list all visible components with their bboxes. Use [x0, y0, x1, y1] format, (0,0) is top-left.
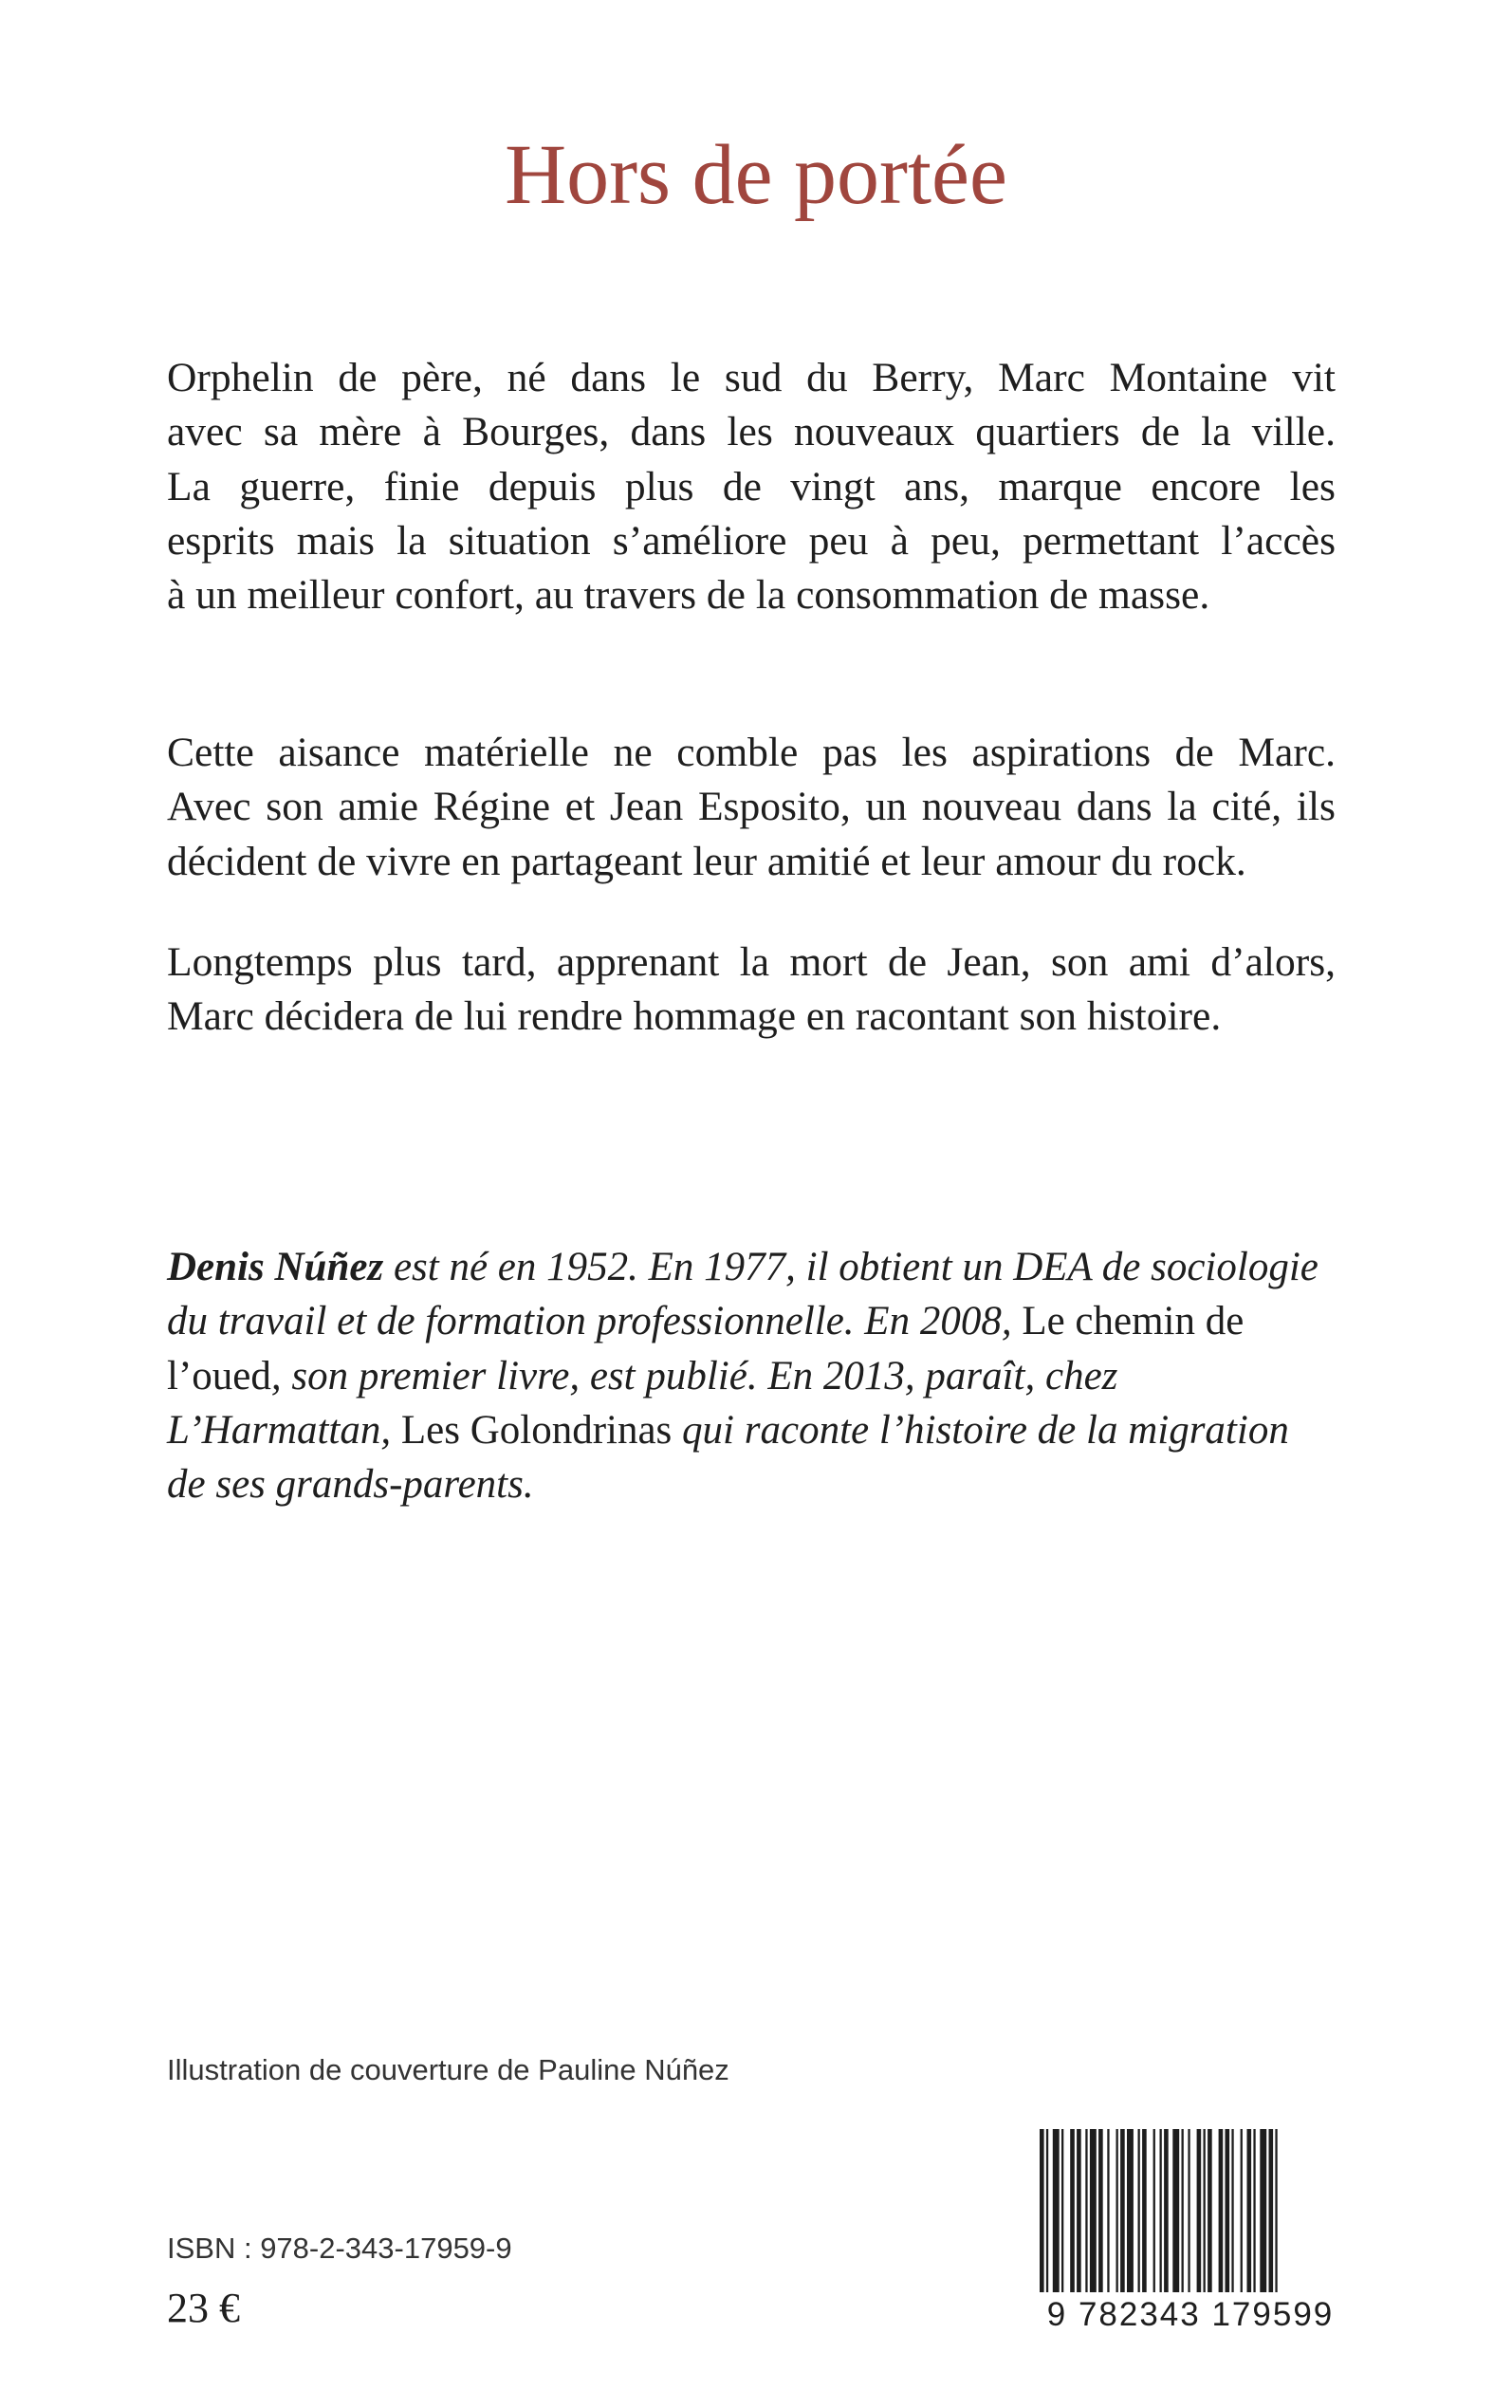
book-title-2: Les Golondrinas	[400, 1407, 673, 1453]
barcode-bar	[1208, 2129, 1212, 2292]
book-title: Hors de portée	[505, 128, 1007, 222]
summary-line: décident de vivre en partageant leur amitié et leur amour du rock.	[167, 838, 1246, 884]
barcode-bar	[1247, 2129, 1252, 2292]
barcode-bar	[1061, 2129, 1063, 2292]
summary-line: avec sa mère à Bourges, dans les nouveaux quartiers de la ville.	[167, 409, 1336, 455]
barcode-bar	[1182, 2129, 1184, 2292]
barcode-digits: 9 782343 179599	[1046, 2296, 1335, 2333]
summary-line: Cette aisance matérielle ne comble pas les aspirations de Marc.	[167, 730, 1336, 775]
summary-line: Marc décidera de lui rendre hommage en racontant son histoire.	[167, 993, 1222, 1040]
summary-paragraph-1	[167, 351, 1336, 622]
barcode-bar	[1127, 2129, 1134, 2292]
barcode-bar	[1172, 2129, 1179, 2292]
barcode-bar	[1090, 2129, 1097, 2292]
book-title-1: Le chemin de l’oued	[167, 1299, 1245, 1398]
barcode-bar	[1040, 2129, 1044, 2292]
barcode-bar	[1153, 2129, 1155, 2292]
isbn: ISBN : 978-2-343-17959-9	[167, 2232, 512, 2265]
summary-line: à un meilleur confort, au travers de la consommation de masse.	[167, 572, 1210, 619]
barcode-icon	[1036, 2129, 1345, 2292]
barcode-bar	[1241, 2129, 1243, 2292]
barcode-bar	[1116, 2129, 1118, 2292]
barcode-bar	[1253, 2129, 1255, 2292]
summary-line: Longtemps plus tard, apprenant la mort de Jean, son ami d’alors,	[167, 939, 1336, 985]
barcode-bar	[1142, 2129, 1147, 2292]
illustration-credit: Illustration de couverture de Pauline Núñez	[167, 2053, 729, 2086]
summary-line: esprits mais la situation s’améliore peu à peu, permettant l’accès	[167, 517, 1336, 564]
price: 23 €	[167, 2285, 240, 2331]
barcode-bar	[1077, 2129, 1081, 2292]
summary-line: La guerre, finie depuis plus de vingt ans, marque encore les	[167, 463, 1336, 509]
barcode-bar	[1098, 2129, 1103, 2292]
barcode-bar	[1164, 2129, 1169, 2292]
barcode-bar	[1046, 2129, 1048, 2292]
bio-text: est né en 1952. En 1977, il obtient un DEA de sociologie du travail et de formation professionnelle. En 2008,	[167, 1245, 1318, 1344]
barcode	[1036, 2129, 1345, 2345]
barcode-bar	[1269, 2129, 1274, 2292]
barcode-bar	[1204, 2129, 1206, 2292]
author-name: Denis Núñez	[167, 1245, 384, 1289]
barcode-bar	[1107, 2129, 1109, 2292]
barcode-bar	[1275, 2129, 1277, 2292]
summary-line: Orphelin de père, né dans le sud du Berry, Marc Montaine vit	[167, 355, 1336, 400]
barcode-bar	[1197, 2129, 1202, 2292]
barcode-bar	[1053, 2129, 1060, 2292]
summary-paragraph-3	[167, 935, 1336, 1045]
bio-text: , son premier livre, est publié. En 2013, paraît, chez L’Harmattan,	[167, 1353, 1118, 1453]
barcode-bar	[1231, 2129, 1233, 2292]
barcode-bar	[1138, 2129, 1140, 2292]
barcode-bar	[1085, 2129, 1087, 2292]
summary-line: Avec son amie Régine et Jean Esposito, un nouveau dans la cité, ils	[167, 784, 1336, 830]
barcode-bar	[1070, 2129, 1075, 2292]
barcode-bar	[1160, 2129, 1162, 2292]
barcode-bar	[1226, 2129, 1230, 2292]
author-bio	[167, 1240, 1324, 1511]
barcode-bar	[1260, 2129, 1266, 2292]
barcode-bar	[1219, 2129, 1224, 2292]
barcode-bar	[1120, 2129, 1125, 2292]
barcode-bar	[1188, 2129, 1189, 2292]
summary-paragraph-2	[167, 726, 1336, 889]
bio-text: qui raconte l’histoire de la migration de ses grands-parents.	[167, 1407, 1289, 1508]
